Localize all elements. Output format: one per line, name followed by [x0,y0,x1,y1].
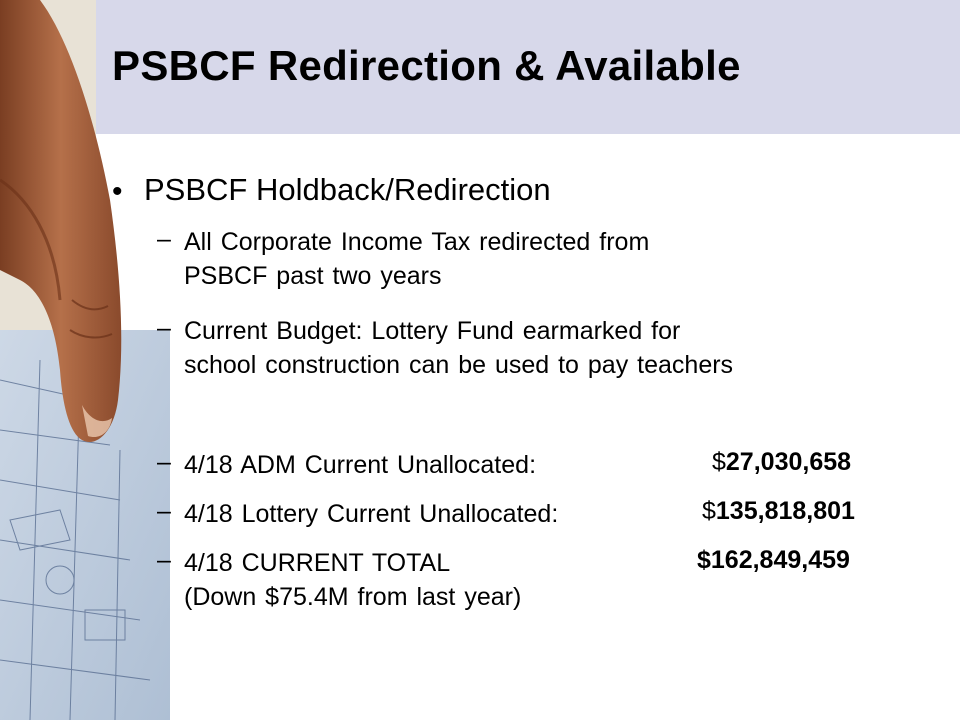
amount-value: $162,849,459 [697,546,850,574]
bullet-marker: • [112,175,123,208]
dash-marker: – [157,497,171,525]
dash-marker: – [157,546,171,574]
total-amount [697,546,850,575]
currency-symbol: $ [702,497,716,525]
amount-value: 27,030,658 [725,448,852,476]
allocation-label: 4/18 Lottery Current Unallocated: [184,500,559,528]
allocation-amount [712,448,851,477]
amount-value: 135,818,801 [715,497,855,525]
sub-item-line: Current Budget: Lottery Fund earmarked for [184,317,681,345]
sub-item-line: PSBCF past two years [184,262,442,290]
main-bullet: PSBCF Holdback/Redirection [144,172,551,207]
currency-symbol: $ [712,448,726,476]
sub-item [184,314,733,382]
dash-marker: – [157,448,171,476]
sub-item-line: school construction can be used to pay teachers [184,351,734,379]
sub-item-line: All Corporate Income Tax redirected from [184,228,650,256]
allocation-amount [702,497,855,526]
dash-marker: – [157,314,171,342]
slide-title: PSBCF Redirection & Available [112,42,741,89]
total-item [184,546,521,614]
allocation-label: 4/18 ADM Current Unallocated: [184,451,537,479]
total-label: 4/18 CURRENT TOTAL [184,549,451,577]
total-note: (Down $75.4M from last year) [184,583,522,611]
dash-marker: – [157,225,171,253]
sub-item [184,225,649,293]
